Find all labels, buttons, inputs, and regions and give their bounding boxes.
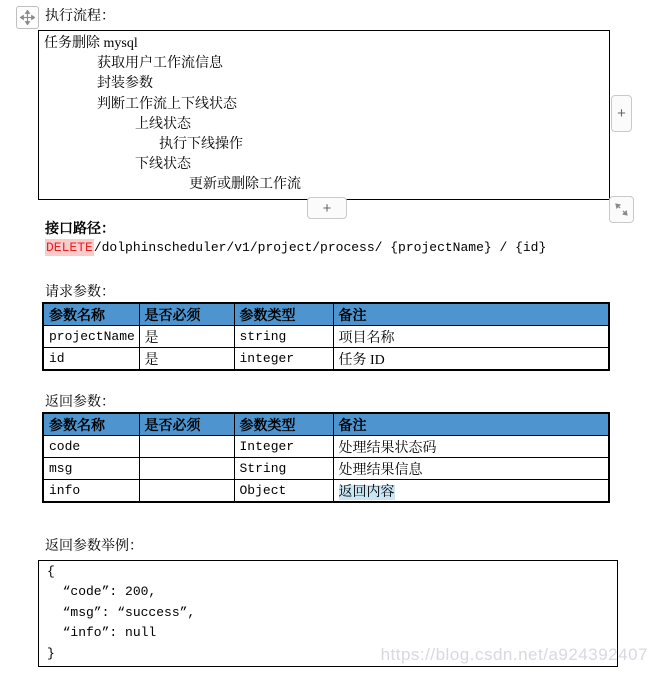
table-row bbox=[43, 480, 609, 503]
watermark: https://blog.csdn.net/a924392407 bbox=[380, 645, 648, 664]
table-row bbox=[43, 348, 609, 371]
response-params-title: 返回参数： bbox=[45, 395, 115, 410]
table-cell: 项目名称 bbox=[333, 326, 609, 348]
table-cell: 是 bbox=[139, 326, 234, 348]
http-method-badge: DELETE bbox=[46, 240, 93, 255]
api-path-text: /dolphinscheduler/v1/project/process/ {projectName} / {id} bbox=[93, 240, 547, 255]
code-line: } bbox=[47, 645, 55, 661]
table-cell: msg bbox=[43, 458, 139, 480]
flow-line: 获取用户工作流信息 bbox=[97, 56, 223, 72]
table-cell: 是 bbox=[139, 348, 234, 371]
flow-line: 判断工作流上下线状态 bbox=[97, 96, 237, 112]
table-row bbox=[43, 458, 609, 480]
column-header: 参数名称 bbox=[43, 413, 139, 436]
column-header: 是否必须 bbox=[139, 413, 234, 436]
table-cell: 处理结果信息 bbox=[333, 458, 609, 480]
table-cell: 任务 ID bbox=[333, 348, 609, 371]
code-line: “code”: 200, bbox=[47, 584, 157, 600]
column-header: 参数名称 bbox=[43, 303, 139, 326]
flow-line: 更新或删除工作流 bbox=[189, 177, 301, 193]
code-line: { bbox=[47, 564, 55, 579]
table-cell: String bbox=[234, 458, 333, 480]
table-cell bbox=[139, 436, 234, 458]
flow-line: 任务删除 mysql bbox=[44, 36, 138, 51]
table-cell: Object bbox=[234, 480, 333, 503]
plus-icon: + bbox=[322, 199, 332, 217]
example-section-title: 返回参数举例： bbox=[45, 539, 143, 554]
request-params-table bbox=[42, 302, 610, 371]
resize-handle-button[interactable] bbox=[609, 196, 634, 223]
flow-line: 封装参数 bbox=[97, 76, 153, 92]
column-header: 参数类型 bbox=[234, 303, 333, 326]
table-row bbox=[43, 436, 609, 458]
resize-diagonal-icon bbox=[614, 202, 629, 217]
table-cell: info bbox=[43, 480, 139, 503]
api-path-line bbox=[45, 240, 546, 255]
table-header-row bbox=[43, 303, 609, 326]
api-path-title: 接口路径： bbox=[45, 222, 115, 237]
table-cell: code bbox=[43, 436, 139, 458]
add-button-right[interactable] bbox=[611, 95, 632, 132]
table-cell: string bbox=[234, 326, 333, 348]
plus-icon: + bbox=[617, 105, 626, 122]
table-cell bbox=[333, 480, 609, 503]
selected-text: 返回内容 bbox=[338, 484, 395, 500]
table-cell: Integer bbox=[234, 436, 333, 458]
flow-line: 上线状态 bbox=[135, 116, 191, 132]
table-cell: id bbox=[43, 348, 139, 371]
table-header-row bbox=[43, 413, 609, 436]
column-header: 备注 bbox=[333, 413, 609, 436]
column-header: 参数类型 bbox=[234, 413, 333, 436]
request-params-title: 请求参数： bbox=[45, 285, 115, 300]
response-params-table bbox=[42, 412, 610, 503]
code-line: “info”: null bbox=[47, 625, 157, 641]
table-cell: projectName bbox=[43, 326, 139, 348]
add-button-bottom[interactable] bbox=[307, 197, 347, 219]
table-cell bbox=[139, 458, 234, 480]
table-cell: 处理结果状态码 bbox=[333, 436, 609, 458]
table-row bbox=[43, 326, 609, 348]
table-cell: integer bbox=[234, 348, 333, 371]
table-cell bbox=[139, 480, 234, 503]
flow-line: 下线状态 bbox=[135, 157, 191, 173]
code-line: “msg”: “success”, bbox=[47, 604, 196, 620]
column-header: 是否必须 bbox=[139, 303, 234, 326]
flow-diagram-box bbox=[38, 30, 610, 200]
move-icon bbox=[20, 10, 35, 25]
move-handle-button[interactable] bbox=[16, 6, 39, 29]
flow-line: 执行下线操作 bbox=[159, 136, 243, 152]
flow-section-title: 执行流程： bbox=[45, 9, 115, 24]
column-header: 备注 bbox=[333, 303, 609, 326]
